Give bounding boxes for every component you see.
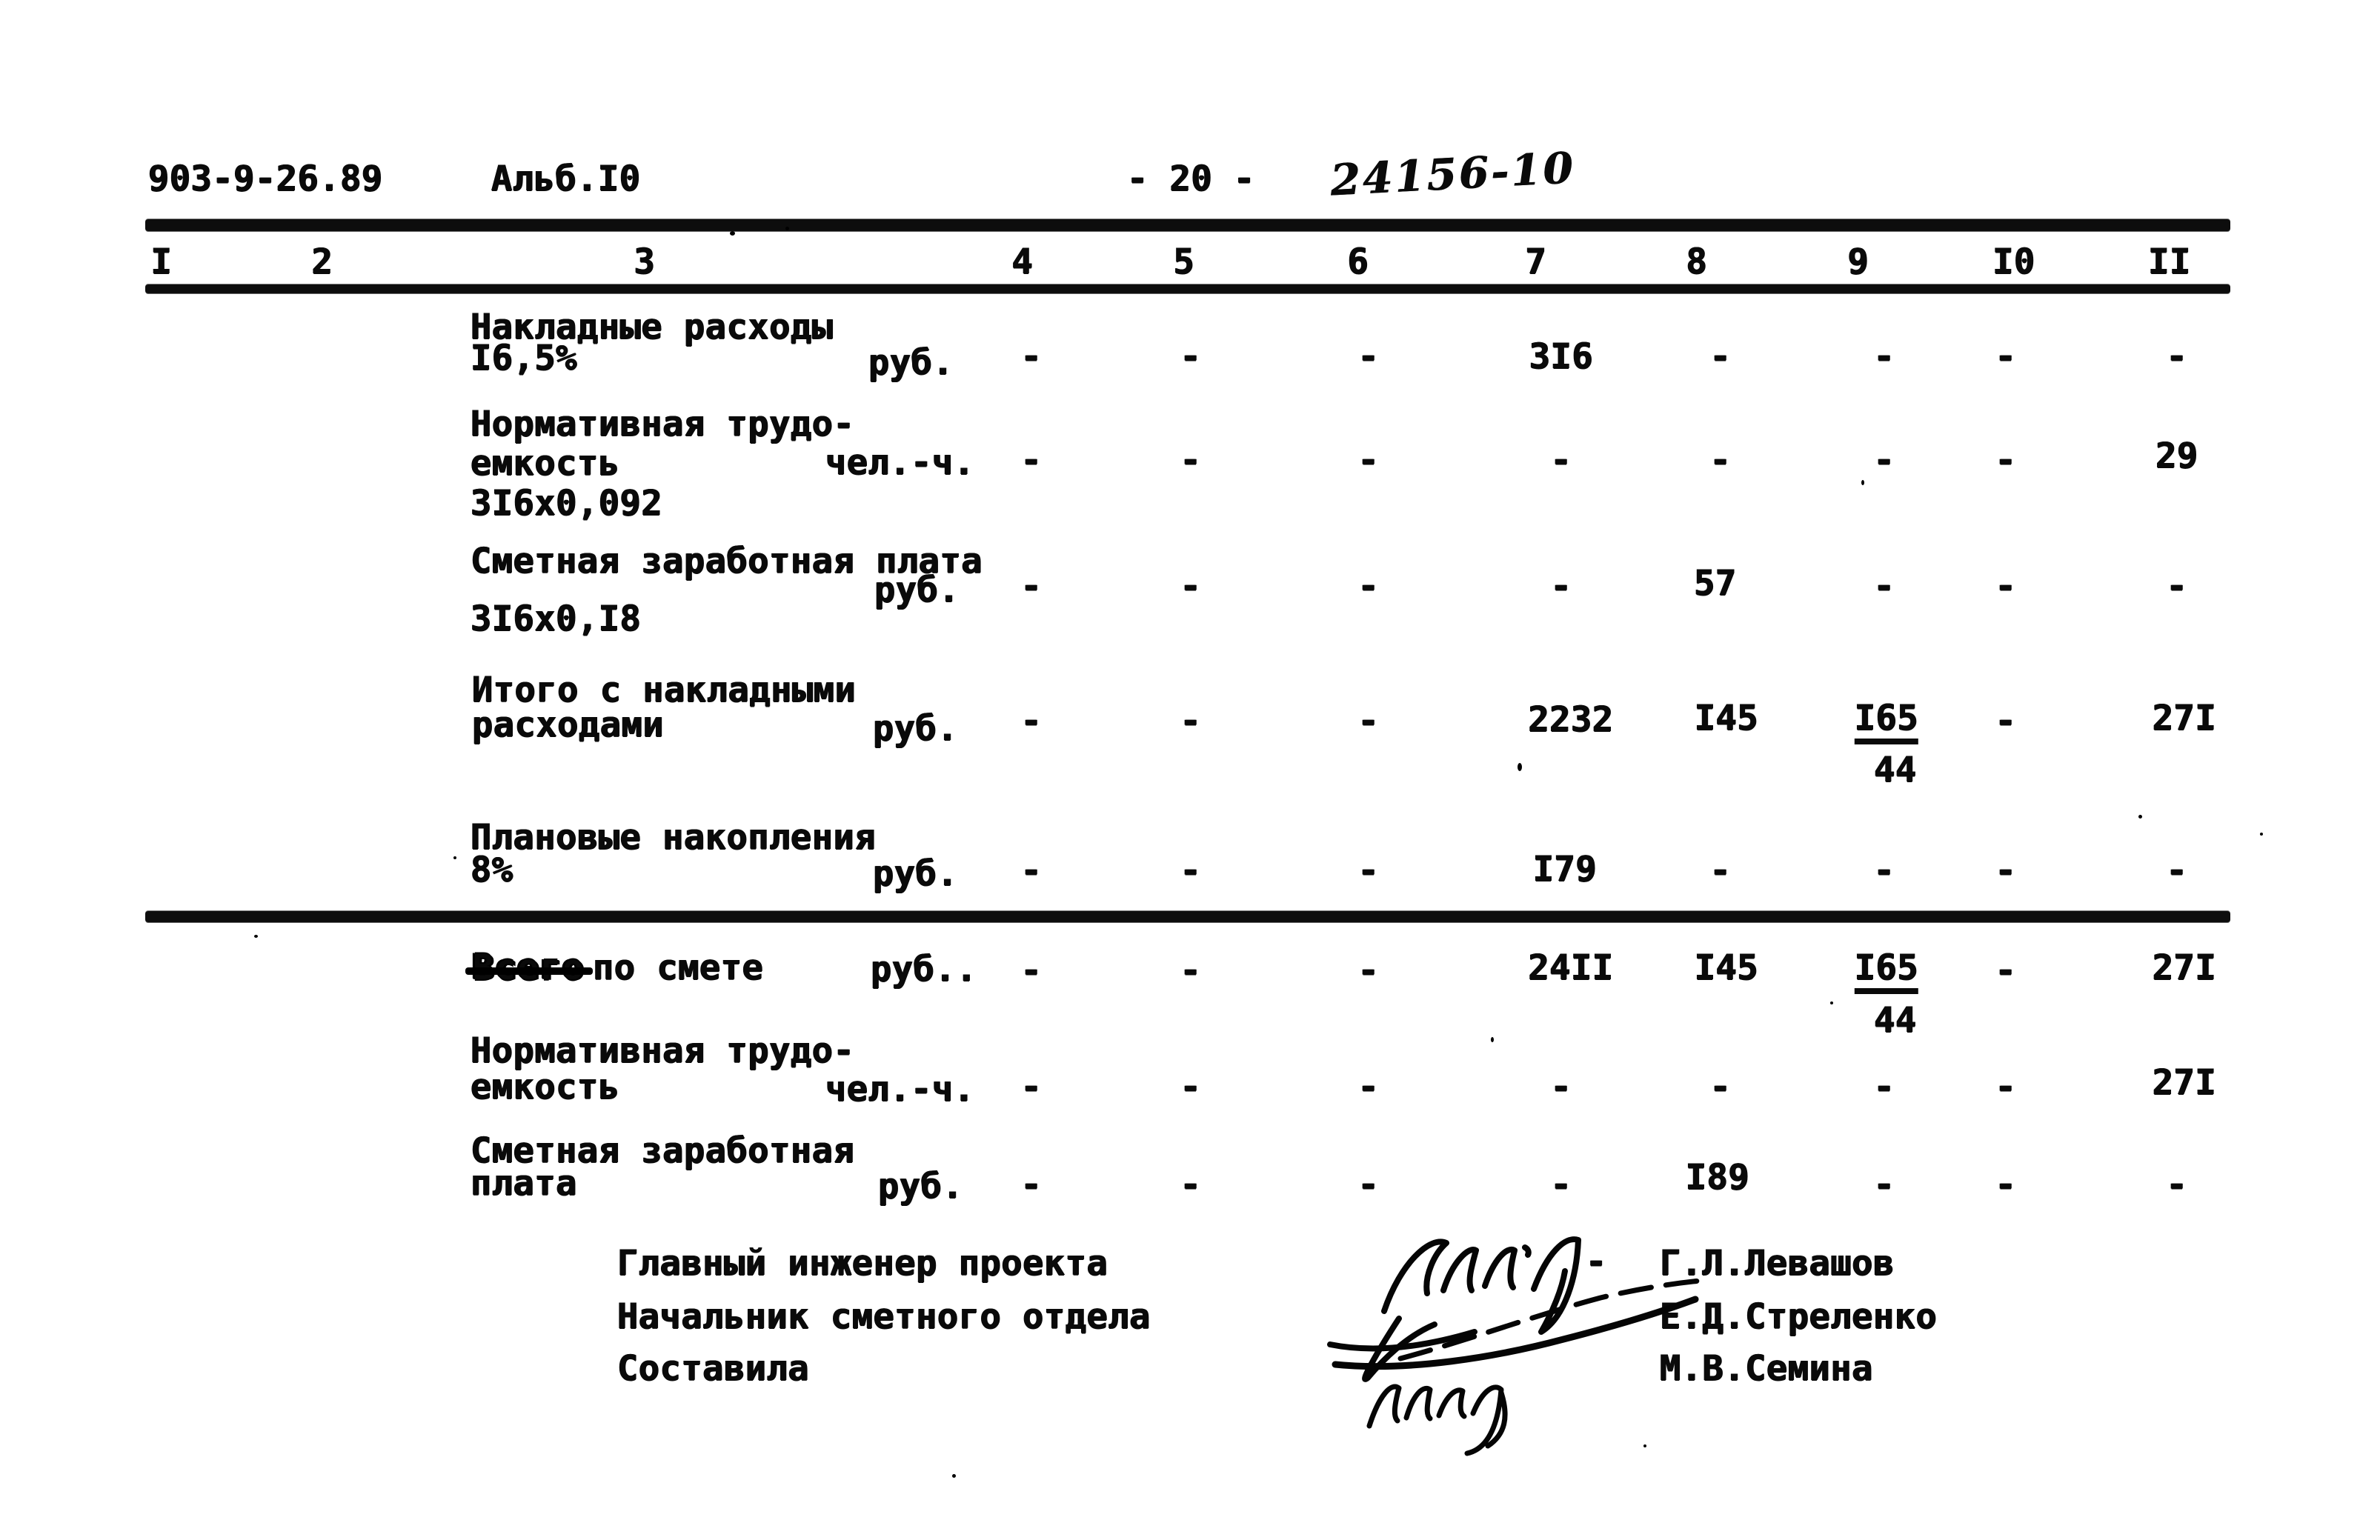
row4-label-line1: Плановые накопления — [471, 817, 877, 858]
noise-speck — [1830, 1001, 1833, 1004]
col-number-5: 5 — [1173, 241, 1195, 282]
row2-unit: руб. — [874, 570, 960, 610]
strike-mark — [465, 967, 593, 975]
cell-r1-c11: 29 — [2155, 436, 2198, 476]
col-number-1: I — [150, 241, 173, 282]
header-separator-rule — [145, 284, 2230, 293]
cell-r2-c9: - — [1873, 566, 1895, 607]
cell-r3-c8: I45 — [1694, 698, 1759, 739]
cell-r3-c9-sub: 44 — [1874, 750, 1917, 790]
col-number-8: 8 — [1686, 241, 1708, 282]
noise-speck — [2138, 815, 2142, 819]
cell-r0-c4: - — [1020, 336, 1043, 377]
noise-speck — [254, 935, 258, 938]
cell-r6-c6: - — [1357, 1067, 1380, 1107]
cell-r4-c6: - — [1357, 850, 1380, 891]
cell-r1-c5: - — [1180, 440, 1202, 481]
cell-r3-c9: I65 — [1855, 701, 1918, 744]
cell-r1-c6: - — [1357, 440, 1380, 481]
cell-r7-c6: - — [1357, 1164, 1380, 1205]
cell-r2-c4: - — [1020, 566, 1043, 607]
cell-r5-c4: - — [1020, 950, 1043, 991]
cell-r6-c9: - — [1873, 1067, 1895, 1107]
role-compiled-by: Составила — [617, 1348, 810, 1389]
table-top-rule — [145, 219, 2230, 231]
cell-r1-c7: - — [1550, 440, 1572, 481]
noise-speck — [785, 227, 789, 230]
doc-code: 903-9-26.89 — [148, 159, 383, 199]
cell-r4-c7: I79 — [1532, 849, 1598, 890]
col-number-6: 6 — [1347, 241, 1369, 282]
cell-r7-c7: - — [1550, 1164, 1572, 1205]
cell-r6-c11: 27I — [2152, 1062, 2217, 1103]
album-label: Альб.I0 — [491, 159, 641, 199]
cell-r1-c10: - — [1995, 440, 2017, 481]
cell-r7-c11: - — [2166, 1164, 2188, 1205]
row6-unit: чел.-ч. — [825, 1069, 975, 1110]
col-number-3: 3 — [634, 241, 656, 282]
noise-speck — [1643, 1444, 1646, 1447]
row5-unit: руб.. — [871, 949, 977, 990]
cell-r6-c5: - — [1180, 1067, 1202, 1107]
cell-r2-c11: - — [2166, 566, 2188, 607]
cell-r5-c7: 24II — [1528, 947, 1614, 988]
cell-r4-c4: - — [1020, 850, 1043, 891]
cell-r4-c10: - — [1995, 850, 2017, 891]
cell-r2-c5: - — [1180, 566, 1202, 607]
col-number-7: 7 — [1525, 241, 1547, 282]
cell-r6-c4: - — [1020, 1067, 1043, 1107]
cell-r0-c7: 3I6 — [1529, 336, 1594, 377]
row3-unit: руб. — [873, 708, 959, 749]
row1-label-line2: емкость — [471, 443, 620, 484]
role-chief-engineer: Главный инженер проекта — [617, 1243, 1108, 1284]
row1-formula: 3I6x0,092 — [471, 483, 663, 524]
cell-r3-c4: - — [1020, 701, 1043, 741]
cell-r1-c8: - — [1709, 440, 1732, 481]
cell-r5-c5: - — [1180, 950, 1202, 991]
row0-label-line2: I6,5% — [471, 338, 577, 379]
col-number-4: 4 — [1011, 241, 1034, 282]
cell-r3-c5: - — [1180, 701, 1202, 741]
cell-r5-c9-sub: 44 — [1874, 1000, 1917, 1041]
row3-label-line1: Итого с накладными — [472, 670, 857, 710]
cell-r5-c11: 27I — [2152, 947, 2217, 988]
cell-r1-c4: - — [1020, 440, 1043, 481]
cell-r3-c11: 27I — [2152, 698, 2217, 739]
cell-r5-c9: I65 — [1855, 950, 1918, 994]
col-number-10: I0 — [1992, 241, 2035, 282]
noise-speck — [2260, 833, 2263, 836]
name-strelenko: Е.Д.Стреленко — [1660, 1296, 1938, 1337]
noise-speck — [1518, 763, 1522, 771]
cell-r5-c8: I45 — [1694, 947, 1759, 988]
row5-label-line1: по смете — [593, 947, 764, 988]
cell-r2-c7: - — [1550, 566, 1572, 607]
signature-dash: - — [1586, 1241, 1607, 1282]
row7-unit: руб. — [878, 1166, 964, 1207]
noise-speck — [453, 856, 456, 859]
row2-label-line1: Сметная заработная плата — [471, 541, 983, 581]
signature-stroke-chief-engineer — [1384, 1239, 1578, 1332]
row7-label-line2: плата — [471, 1163, 577, 1204]
noise-speck — [730, 231, 735, 236]
cell-r7-c5: - — [1180, 1164, 1202, 1205]
noise-speck — [952, 1474, 956, 1478]
cell-r3-c7: 2232 — [1528, 699, 1614, 740]
row4-unit: руб. — [873, 853, 959, 894]
signatures-overlay — [1289, 1200, 1778, 1481]
noise-speck — [1491, 1037, 1494, 1042]
row1-label-line1: Нормативная трудо- — [471, 404, 855, 444]
row4-label-line2: 8% — [471, 850, 513, 890]
row6-label-line1: Нормативная трудо- — [471, 1030, 855, 1071]
cell-r3-c6: - — [1357, 701, 1380, 741]
handwritten-code: 24156-10 — [1329, 142, 1577, 206]
cell-r0-c9: - — [1873, 336, 1895, 377]
cell-r3-c10: - — [1995, 701, 2017, 741]
row2-formula: 3I6x0,I8 — [471, 599, 642, 639]
cell-r7-c10: - — [1995, 1164, 2017, 1205]
cell-r6-c10: - — [1995, 1067, 2017, 1107]
cell-r2-c6: - — [1357, 566, 1380, 607]
row0-unit: руб. — [868, 342, 954, 383]
signature-stroke-compiled-by — [1369, 1387, 1505, 1453]
cell-r4-c5: - — [1180, 850, 1202, 891]
row1-unit: чел.-ч. — [825, 442, 975, 483]
page-number: - 20 - — [1127, 159, 1255, 199]
cell-r0-c11: - — [2166, 336, 2188, 377]
cell-r7-c8: I89 — [1685, 1157, 1750, 1198]
cell-r0-c8: - — [1709, 336, 1732, 377]
cell-r2-c8: 57 — [1694, 563, 1737, 604]
cell-r6-c8: - — [1709, 1067, 1732, 1107]
cell-r0-c6: - — [1357, 336, 1380, 377]
row0-label-line1: Накладные расходы — [471, 307, 834, 347]
cell-r7-c4: - — [1020, 1164, 1043, 1205]
row6-label-line2: емкость — [471, 1067, 620, 1107]
col-number-11: II — [2148, 241, 2191, 282]
cell-r7-c9: - — [1873, 1164, 1895, 1205]
cell-r5-c6: - — [1357, 950, 1380, 991]
cell-r0-c10: - — [1995, 336, 2017, 377]
cell-r4-c9: - — [1873, 850, 1895, 891]
cell-r2-c10: - — [1995, 566, 2017, 607]
role-estimate-department-head: Начальник сметного отдела — [617, 1296, 1151, 1337]
cell-r0-c5: - — [1180, 336, 1202, 377]
cell-r5-c10: - — [1995, 950, 2017, 991]
col-number-2: 2 — [311, 241, 333, 282]
cell-r1-c9: - — [1873, 440, 1895, 481]
name-levashov: Г.Л.Левашов — [1660, 1243, 1895, 1284]
name-semina: М.В.Семина — [1660, 1348, 1873, 1389]
col-number-9: 9 — [1847, 241, 1869, 282]
section-separator-rule — [145, 911, 2230, 922]
noise-speck — [1861, 480, 1864, 485]
cell-r4-c11: - — [2166, 850, 2188, 891]
row3-label-line2: расходами — [472, 704, 665, 745]
cell-r4-c8: - — [1709, 850, 1732, 891]
row7-label-line1: Сметная заработная — [471, 1130, 855, 1171]
cell-r6-c7: - — [1550, 1067, 1572, 1107]
